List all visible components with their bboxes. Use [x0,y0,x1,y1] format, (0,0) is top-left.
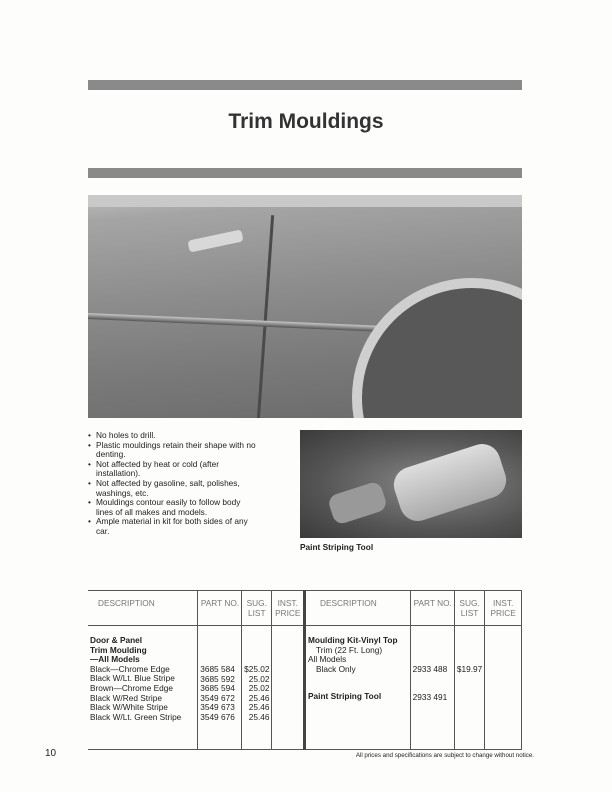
row-part: 3685 592 [200,673,235,684]
col-sug-list: SUG. LIST [454,591,484,626]
col-sug-list: SUG. LIST [242,591,272,626]
col-part-no: PART NO. [198,591,242,626]
col-part-no: PART NO. [410,591,454,626]
item-part: 2933 491 [412,691,448,702]
sug-cell [242,626,272,750]
item-part: 2933 488 [412,664,448,674]
sug-cell [454,626,484,750]
row-part: 3685 594 [200,683,235,694]
item-sug: $19.97 [456,664,483,674]
inst-cell [485,626,522,750]
item-models: All Models [308,654,347,665]
row-part: 3685 584 [200,664,235,674]
description-cell [88,626,198,750]
row-desc: Black W/Lt. Blue Stripe [90,673,175,684]
section-heading: Door & Panel [90,635,143,645]
row-desc: Black—Chrome Edge [90,663,170,674]
part-cell [198,626,242,750]
row-desc: Brown—Chrome Edge [90,682,174,693]
part-cell [410,626,454,750]
feature-item: • Ample material in kit for both sides of any car. [88,517,258,536]
section-heading: —All Models [90,654,140,665]
col-description: DESCRIPTION [88,591,198,626]
photo-caption: Paint Striping Tool [300,542,374,552]
row-sug: 25.46 [248,702,270,713]
item-variant: Black Only [316,663,356,674]
title-rule [88,168,522,178]
inst-cell [272,626,303,750]
col-inst-price: INST. PRICE [272,591,303,626]
feature-list [88,431,258,537]
feature-item: • Not affected by heat or cold (after installation). [88,460,258,479]
row-part: 3549 672 [200,692,235,703]
car-door-photo [88,195,522,418]
feature-item: • Not affected by gasoline, salt, polishes, washings, etc. [88,479,258,498]
col-description: DESCRIPTION [305,591,411,626]
item-title: Moulding Kit-Vinyl Top [308,635,398,645]
page-title: Trim Mouldings [228,110,384,133]
item-subtitle: Trim (22 Ft. Long) [316,644,383,655]
page-number: 10 [45,748,57,759]
row-part: 3549 676 [200,711,235,722]
feature-item: • Plastic mouldings retain their shape with no denting. [88,441,258,460]
feature-item: • No holes to drill. [88,431,258,441]
price-table-left [88,590,303,750]
description-cell [305,626,411,750]
item-title: Paint Striping Tool [308,691,382,702]
row-desc: Black W/White Stripe [90,702,168,713]
feature-item: • Mouldings contour easily to follow body lines of all makes and models. [88,498,258,517]
footnote: All prices and specifications are subject to change without notice. [355,752,534,759]
row-part: 3549 673 [200,702,235,713]
row-sug: $25.02 [244,664,270,674]
col-inst-price: INST. PRICE [485,591,522,626]
row-sug: 25.46 [248,711,270,722]
row-sug: 25.02 [248,683,270,694]
price-table-right [303,590,522,750]
top-rule [88,80,522,90]
row-sug: 25.02 [248,673,270,684]
row-desc: Black W/Red Stripe [90,692,162,703]
section-heading: Trim Moulding [90,644,147,655]
paint-striping-tool-photo [300,430,522,538]
row-desc: Black W/Lt. Green Stripe [90,711,182,722]
row-sug: 25.46 [248,692,270,703]
